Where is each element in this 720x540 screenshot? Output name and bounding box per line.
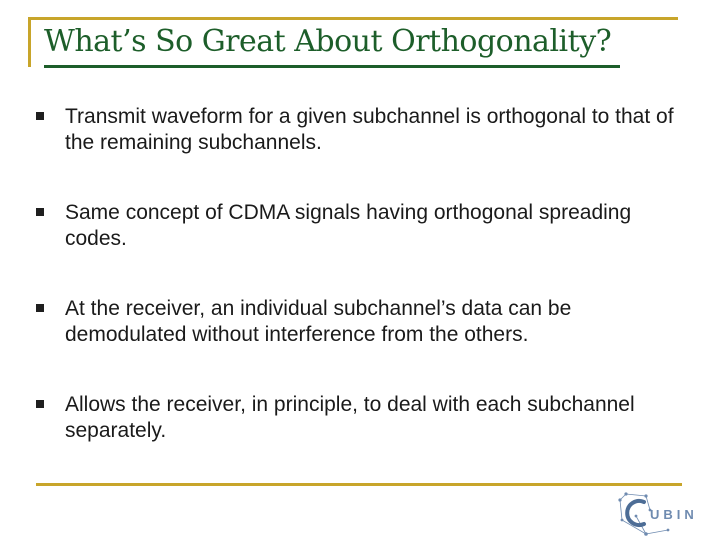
- bottom-rule: [36, 483, 682, 486]
- top-rule: [28, 17, 678, 20]
- bullet-item: [36, 296, 696, 392]
- square-bullet-icon: [36, 304, 44, 312]
- bullet-text: At the receiver, an individual subchannel’s data can be demodulated without interference from the others.: [65, 297, 572, 346]
- square-bullet-icon: [36, 112, 44, 120]
- bullet-text: Transmit waveform for a given subchannel is orthogonal to that of the remaining subchannels.: [65, 105, 674, 154]
- title-underline: [44, 65, 620, 68]
- bullet-item: [36, 104, 696, 200]
- cubin-logo-icon: [616, 490, 716, 538]
- bullet-list: [36, 104, 696, 488]
- bullet-text: Allows the receiver, in principle, to deal with each subchannel separately.: [65, 393, 635, 442]
- bullet-item: [36, 392, 696, 488]
- left-rule: [28, 17, 31, 67]
- slide-title: What’s So Great About Orthogonality?: [44, 24, 612, 59]
- square-bullet-icon: [36, 208, 44, 216]
- bullet-text: Same concept of CDMA signals having orthogonal spreading codes.: [65, 201, 632, 250]
- square-bullet-icon: [36, 400, 44, 408]
- bullet-item: [36, 200, 696, 296]
- logo-word: UBIN: [650, 507, 698, 522]
